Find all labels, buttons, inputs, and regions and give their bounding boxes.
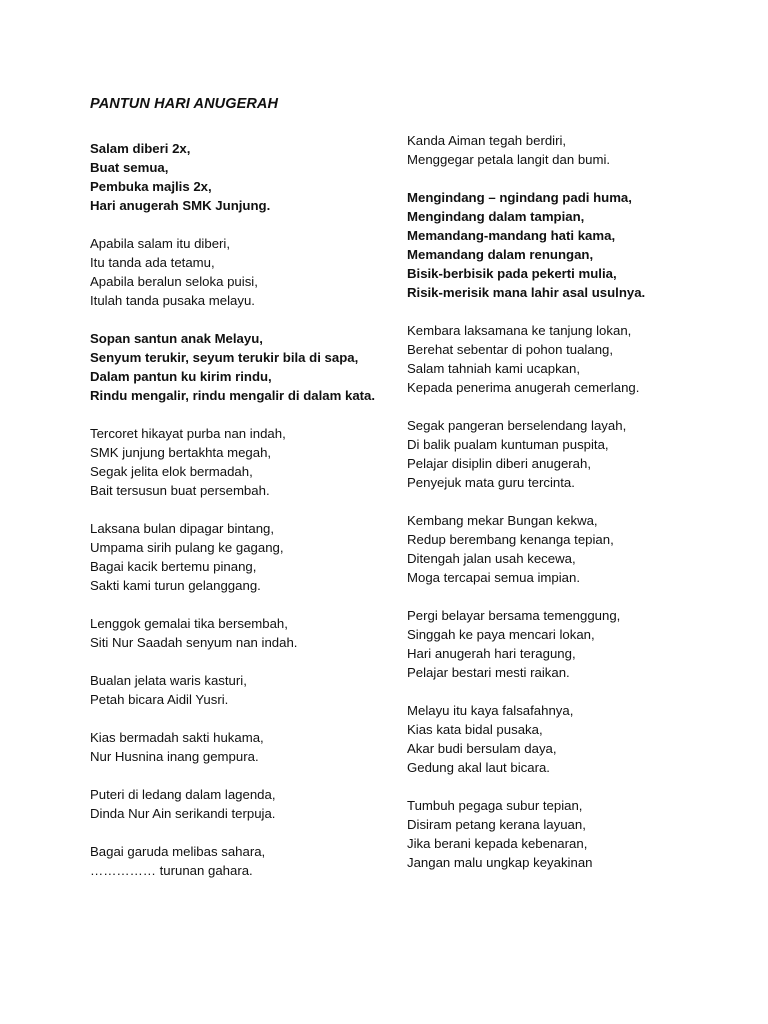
pantun-line: Jika berani kepada kebenaran,: [407, 836, 588, 851]
pantun-line: Pergi belayar bersama temenggung,: [407, 608, 621, 623]
pantun-stanza: [407, 796, 707, 872]
pantun-line: Kias bermadah sakti hukama,: [90, 730, 264, 745]
stanza-gap: [407, 587, 707, 606]
pantun-line: Tumbuh pegaga subur tepian,: [407, 798, 583, 813]
pantun-line: Umpama sirih pulang ke gagang,: [90, 540, 284, 555]
pantun-line: Kias kata bidal pusaka,: [407, 722, 543, 737]
stanza-gap: [407, 682, 707, 701]
pantun-line: Sopan santun anak Melayu,: [90, 331, 263, 346]
left-column: [90, 139, 380, 880]
right-column: [407, 131, 707, 872]
pantun-line: Senyum terukir, seyum terukir bila di sapa,: [90, 350, 359, 365]
pantun-line: Hari anugerah SMK Junjung.: [90, 198, 271, 213]
pantun-line: Menggegar petala langit dan bumi.: [407, 152, 611, 167]
pantun-stanza: [407, 701, 707, 777]
pantun-line: Kembara laksamana ke tanjung lokan,: [407, 323, 632, 338]
stanza-gap: [407, 397, 707, 416]
stanza-gap: [90, 310, 380, 329]
pantun-stanza: [407, 321, 707, 397]
pantun-stanza: [90, 785, 380, 823]
stanza-gap: [407, 777, 707, 796]
pantun-line: Kembang mekar Bungan kekwa,: [407, 513, 598, 528]
pantun-line: Risik-merisik mana lahir asal usulnya.: [407, 285, 646, 300]
pantun-line: Memandang-mandang hati kama,: [407, 228, 616, 243]
pantun-line: Bait tersusun buat persembah.: [90, 483, 270, 498]
pantun-line: Ditengah jalan usah kecewa,: [407, 551, 576, 566]
stanza-gap: [90, 500, 380, 519]
pantun-line: Nur Husnina inang gempura.: [90, 749, 259, 764]
pantun-line: Redup berembang kenanga tepian,: [407, 532, 614, 547]
pantun-line: Pembuka majlis 2x,: [90, 179, 212, 194]
pantun-line: Bisik-berbisik pada pekerti mulia,: [407, 266, 617, 281]
pantun-line: Bagai garuda melibas sahara,: [90, 844, 266, 859]
stanza-gap: [90, 823, 380, 842]
pantun-line: Sakti kami turun gelanggang.: [90, 578, 261, 593]
pantun-line: Mengindang dalam tampian,: [407, 209, 585, 224]
stanza-gap: [90, 595, 380, 614]
pantun-line: Pelajar disiplin diberi anugerah,: [407, 456, 592, 471]
pantun-stanza: [90, 671, 380, 709]
pantun-line: Apabila salam itu diberi,: [90, 236, 231, 251]
stanza-gap: [90, 405, 380, 424]
stanza-gap: [407, 169, 707, 188]
stanza-gap: [90, 652, 380, 671]
pantun-stanza: [90, 139, 380, 215]
pantun-stanza: [407, 188, 707, 302]
pantun-stanza: [90, 842, 380, 880]
pantun-line: Itulah tanda pusaka melayu.: [90, 293, 255, 308]
pantun-line: Mengindang – ngindang padi huma,: [407, 190, 632, 205]
pantun-stanza: [90, 728, 380, 766]
pantun-line: Siti Nur Saadah senyum nan indah.: [90, 635, 298, 650]
pantun-stanza: [90, 614, 380, 652]
pantun-stanza: [407, 511, 707, 587]
pantun-line: Pelajar bestari mesti raikan.: [407, 665, 570, 680]
stanza-gap: [407, 492, 707, 511]
pantun-line: Segak pangeran berselendang layah,: [407, 418, 627, 433]
stanza-gap: [90, 709, 380, 728]
pantun-stanza: [407, 416, 707, 492]
pantun-line: …………… turunan gahara.: [90, 863, 253, 878]
stanza-gap: [90, 215, 380, 234]
pantun-line: Buat semua,: [90, 160, 169, 175]
pantun-line: Disiram petang kerana layuan,: [407, 817, 586, 832]
document-title: PANTUN HARI ANUGERAH: [90, 96, 279, 112]
pantun-line: Segak jelita elok bermadah,: [90, 464, 253, 479]
pantun-line: Berehat sebentar di pohon tualang,: [407, 342, 614, 357]
pantun-line: Gedung akal laut bicara.: [407, 760, 550, 775]
pantun-line: Dalam pantun ku kirim rindu,: [90, 369, 272, 384]
pantun-line: Penyejuk mata guru tercinta.: [407, 475, 575, 490]
pantun-stanza: [90, 424, 380, 500]
stanza-gap: [90, 766, 380, 785]
pantun-stanza: [90, 234, 380, 310]
pantun-stanza: [407, 606, 707, 682]
pantun-line: Petah bicara Aidil Yusri.: [90, 692, 229, 707]
pantun-line: Dinda Nur Ain serikandi terpuja.: [90, 806, 276, 821]
pantun-line: Melayu itu kaya falsafahnya,: [407, 703, 574, 718]
pantun-stanza: [90, 329, 380, 405]
pantun-line: Salam diberi 2x,: [90, 141, 191, 156]
pantun-line: Apabila beralun seloka puisi,: [90, 274, 258, 289]
pantun-line: Puteri di ledang dalam lagenda,: [90, 787, 276, 802]
pantun-line: SMK junjung bertakhta megah,: [90, 445, 272, 460]
pantun-line: Laksana bulan dipagar bintang,: [90, 521, 275, 536]
stanza-gap: [407, 302, 707, 321]
pantun-line: Bualan jelata waris kasturi,: [90, 673, 247, 688]
pantun-line: Itu tanda ada tetamu,: [90, 255, 215, 270]
pantun-line: Memandang dalam renungan,: [407, 247, 594, 262]
pantun-stanza: [90, 519, 380, 595]
pantun-line: Tercoret hikayat purba nan indah,: [90, 426, 286, 441]
pantun-line: Singgah ke paya mencari lokan,: [407, 627, 595, 642]
pantun-line: Hari anugerah hari teragung,: [407, 646, 576, 661]
pantun-stanza: [407, 131, 707, 169]
pantun-line: Lenggok gemalai tika bersembah,: [90, 616, 288, 631]
pantun-line: Moga tercapai semua impian.: [407, 570, 580, 585]
pantun-line: Kanda Aiman tegah berdiri,: [407, 133, 567, 148]
pantun-line: Rindu mengalir, rindu mengalir di dalam kata.: [90, 388, 376, 403]
pantun-line: Di balik pualam kuntuman puspita,: [407, 437, 609, 452]
pantun-line: Jangan malu ungkap keyakinan: [407, 855, 593, 870]
pantun-line: Kepada penerima anugerah cemerlang.: [407, 380, 640, 395]
pantun-line: Akar budi bersulam daya,: [407, 741, 557, 756]
pantun-line: Bagai kacik bertemu pinang,: [90, 559, 257, 574]
pantun-line: Salam tahniah kami ucapkan,: [407, 361, 581, 376]
